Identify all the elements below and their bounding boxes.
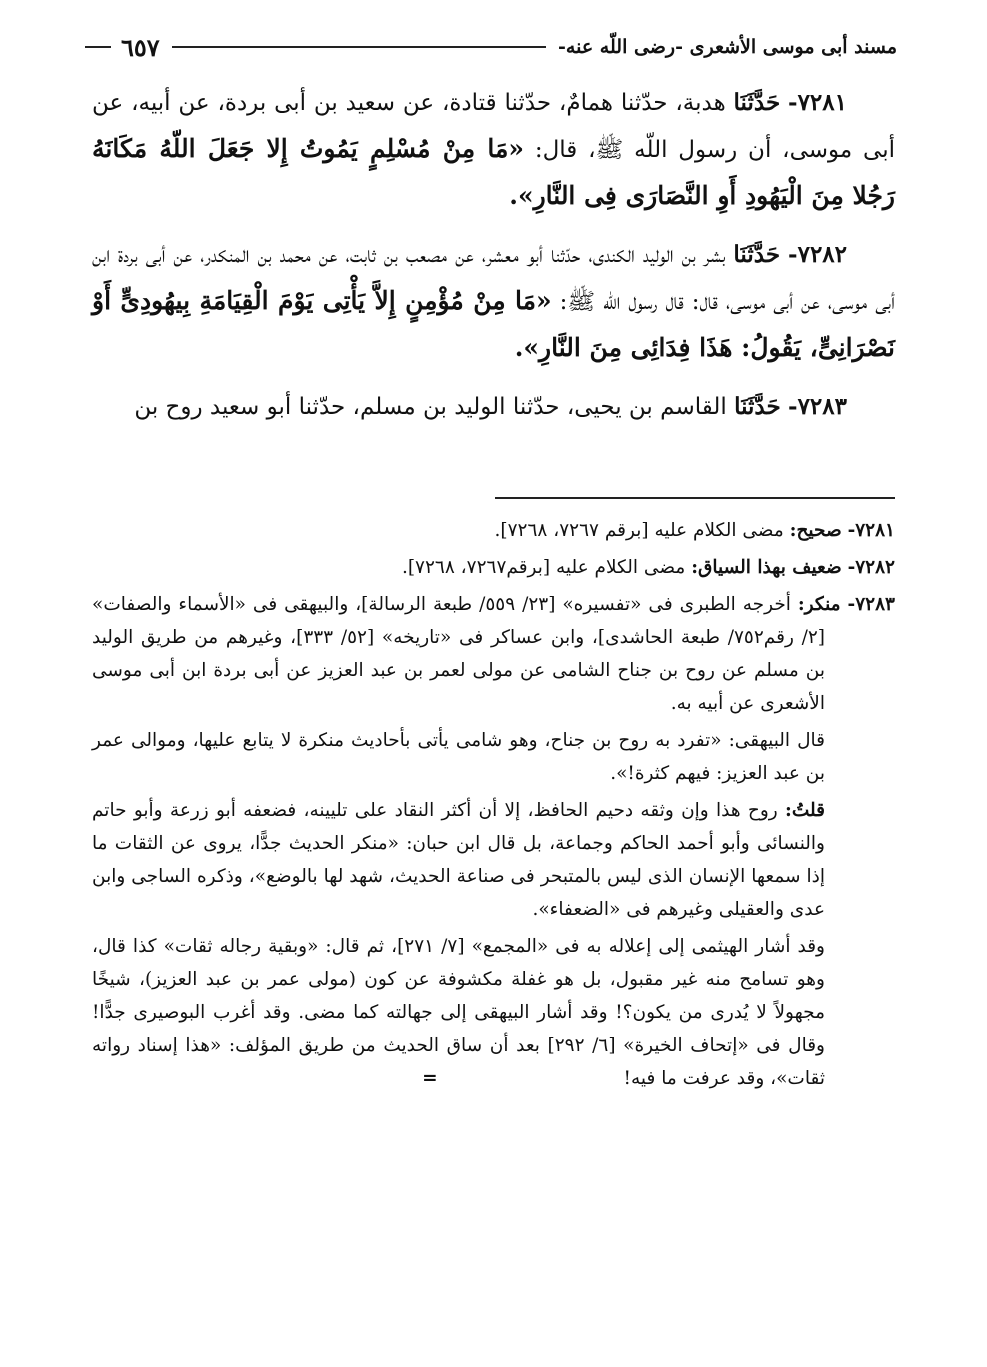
haddathana: حَدَّثَنَا [733, 241, 781, 268]
footnote-paragraph-bayhaqi [92, 724, 895, 790]
hadith-matn: «مَا مِنْ مُؤْمِنٍ إِلاَّ يَأْتِى يَوْمَ الْقِيَامَةِ بِيهُودِىٍّ أَوْ نَصْرَانِىٍّ، يَقُولُ: هَذَا فِدَائِى مِنَ النَّارِ». [92, 286, 895, 362]
footnote-paragraph-qultu [92, 794, 895, 926]
hadith-number: ٧٢٨١- [788, 89, 847, 116]
hadith-isnad: هدبة، حدّثنا همامٌ، حدّثنا قتادة، عن سعيد بن أبى بردة، عن أبيه، عن أبى موسى، أن رسول اللّه ﷺ، قال: [92, 90, 895, 163]
hadith-number: ٧٢٨٣- [788, 393, 847, 420]
footnotes [92, 514, 895, 1099]
continuation-mark: = [422, 1068, 438, 1089]
paragraph-text: روح هذا وإن وثقه دحيم الحافظ، إلا أن أكثر النقاد على تليينه، فضعفه أبو زرعة وأبو حاتم والنسائى وأبو أحمد الحاكم وجماعة، بل قال ابن حبان: «منكر الحديث جدًّا، يروى عن الثقات ما إذا سمعها الإنسان الذى ليس بالمتبحر فى صناعة الحديث، شهد لها بالوضع»، وذكره الساجى وابن عدى والعقيلى وغيرهم فى «الضعفاء». [92, 800, 825, 920]
footnote-separator [495, 497, 895, 499]
header-rule [172, 46, 546, 48]
footnote-7283 [92, 588, 895, 720]
header-dash [85, 46, 111, 48]
paragraph-lead: قلتُ: [785, 800, 825, 821]
paragraph-text: قال البيهقى: «تفرد به روح بن جناح، وهو شامى يأتى بأحاديث منكرة لا يتابع عليها، وموالى عمر بن عبد العزيز: فيهم كثرة!». [92, 730, 825, 784]
footnote-number: ٧٢٨٢- [847, 557, 895, 578]
hadith-matn: «مَا مِنْ مُسْلِمٍ يَمُوتُ إِلا جَعَلَ اللّهُ مَكَانَهُ رَجُلا مِنَ الْيَهُودِ أَوِ النَّصَارَى فِى النَّارِ». [92, 134, 895, 210]
hadith-7281 [92, 80, 895, 220]
haddathana: حَدَّثَنَا [733, 89, 781, 116]
footnote-7282 [92, 551, 895, 584]
hadith-isnad: بشر بن الوليد الكندى، حدّثنا أبو معشر، عن مصعب بن ثابت، عن محمد بن المنكدر، عن أبى بردة ابن أبى موسى، عن أبى موسى، قال: قال رسول اللّه ﷺ: [92, 242, 895, 315]
footnote-7281 [92, 514, 895, 547]
main-text [92, 80, 895, 442]
haddathana: حَدَّثَنَا [734, 393, 781, 420]
hadith-number: ٧٢٨٢- [788, 241, 848, 268]
footnote-grade: منكر: [797, 594, 841, 615]
page-header [85, 30, 897, 64]
footnote-grade: صحيح: [789, 520, 842, 541]
hadith-7282 [92, 232, 895, 372]
footnote-grade: ضعيف بهذا السياق: [691, 557, 842, 578]
footnote-text: أخرجه الطبرى فى «تفسيره» [٢٣/ ٥٥٩/ طبعة الرسالة]، والبيهقى فى «الأسماء والصفات» [٢/ رقم٧٥٢/ طبعة الحاشدى]، وابن عساكر فى «تاريخه» [٥٢/ ٣٣٣]، وغيرهم من طريق الوليد بن مسلم عن روح بن جناح الشامى عن مولى لعمر بن عبد العزيز عن أبى بردة ابن أبى موسى الأشعرى عن أبيه به. [92, 594, 825, 714]
footnote-text: مضى الكلام عليه [برقم ٧٢٦٧، ٧٢٦٨]. [494, 520, 784, 541]
page-number: ٦٥٧ [121, 32, 160, 62]
hadith-isnad: القاسم بن يحيى، حدّثنا الوليد بن مسلم، حدّثنا أبو سعيد روح بن [134, 394, 727, 420]
footnote-paragraph-haythami [92, 930, 895, 1095]
paragraph-text: وقد أشار الهيثمى إلى إعلاله به فى «المجمع» [٧/ ٢٧١]، ثم قال: «وبقية رجاله ثقات» كذا قال، وهو تسامح منه غير مقبول، بل هو غفلة مكشوفة عن كون (مولى عمر بن عبد العزيز)، شيخًا مجهولاً لا يُدرى من يكون؟! وقد أشار البيهقى إلى جهالته كما مضى. وقد أغرب البوصيرى جدًّا! وقال فى «إتحاف الخيرة» [٦/ ٢٩٢] بعد أن ساق الحديث من طريق المؤلف: «هذا إسناد رواته ثقات»، وقد عرفت ما فيه! [92, 936, 825, 1089]
footnote-number: ٧٢٨٣- [847, 594, 895, 615]
hadith-7283 [92, 384, 895, 430]
footnote-number: ٧٢٨١- [847, 520, 895, 541]
running-title: مسند أبى موسى الأشعرى -رضى اللّه عنه- [558, 36, 897, 58]
footnote-text: مضى الكلام عليه [برقم٧٢٦٧، ٧٢٦٨]. [401, 557, 686, 578]
